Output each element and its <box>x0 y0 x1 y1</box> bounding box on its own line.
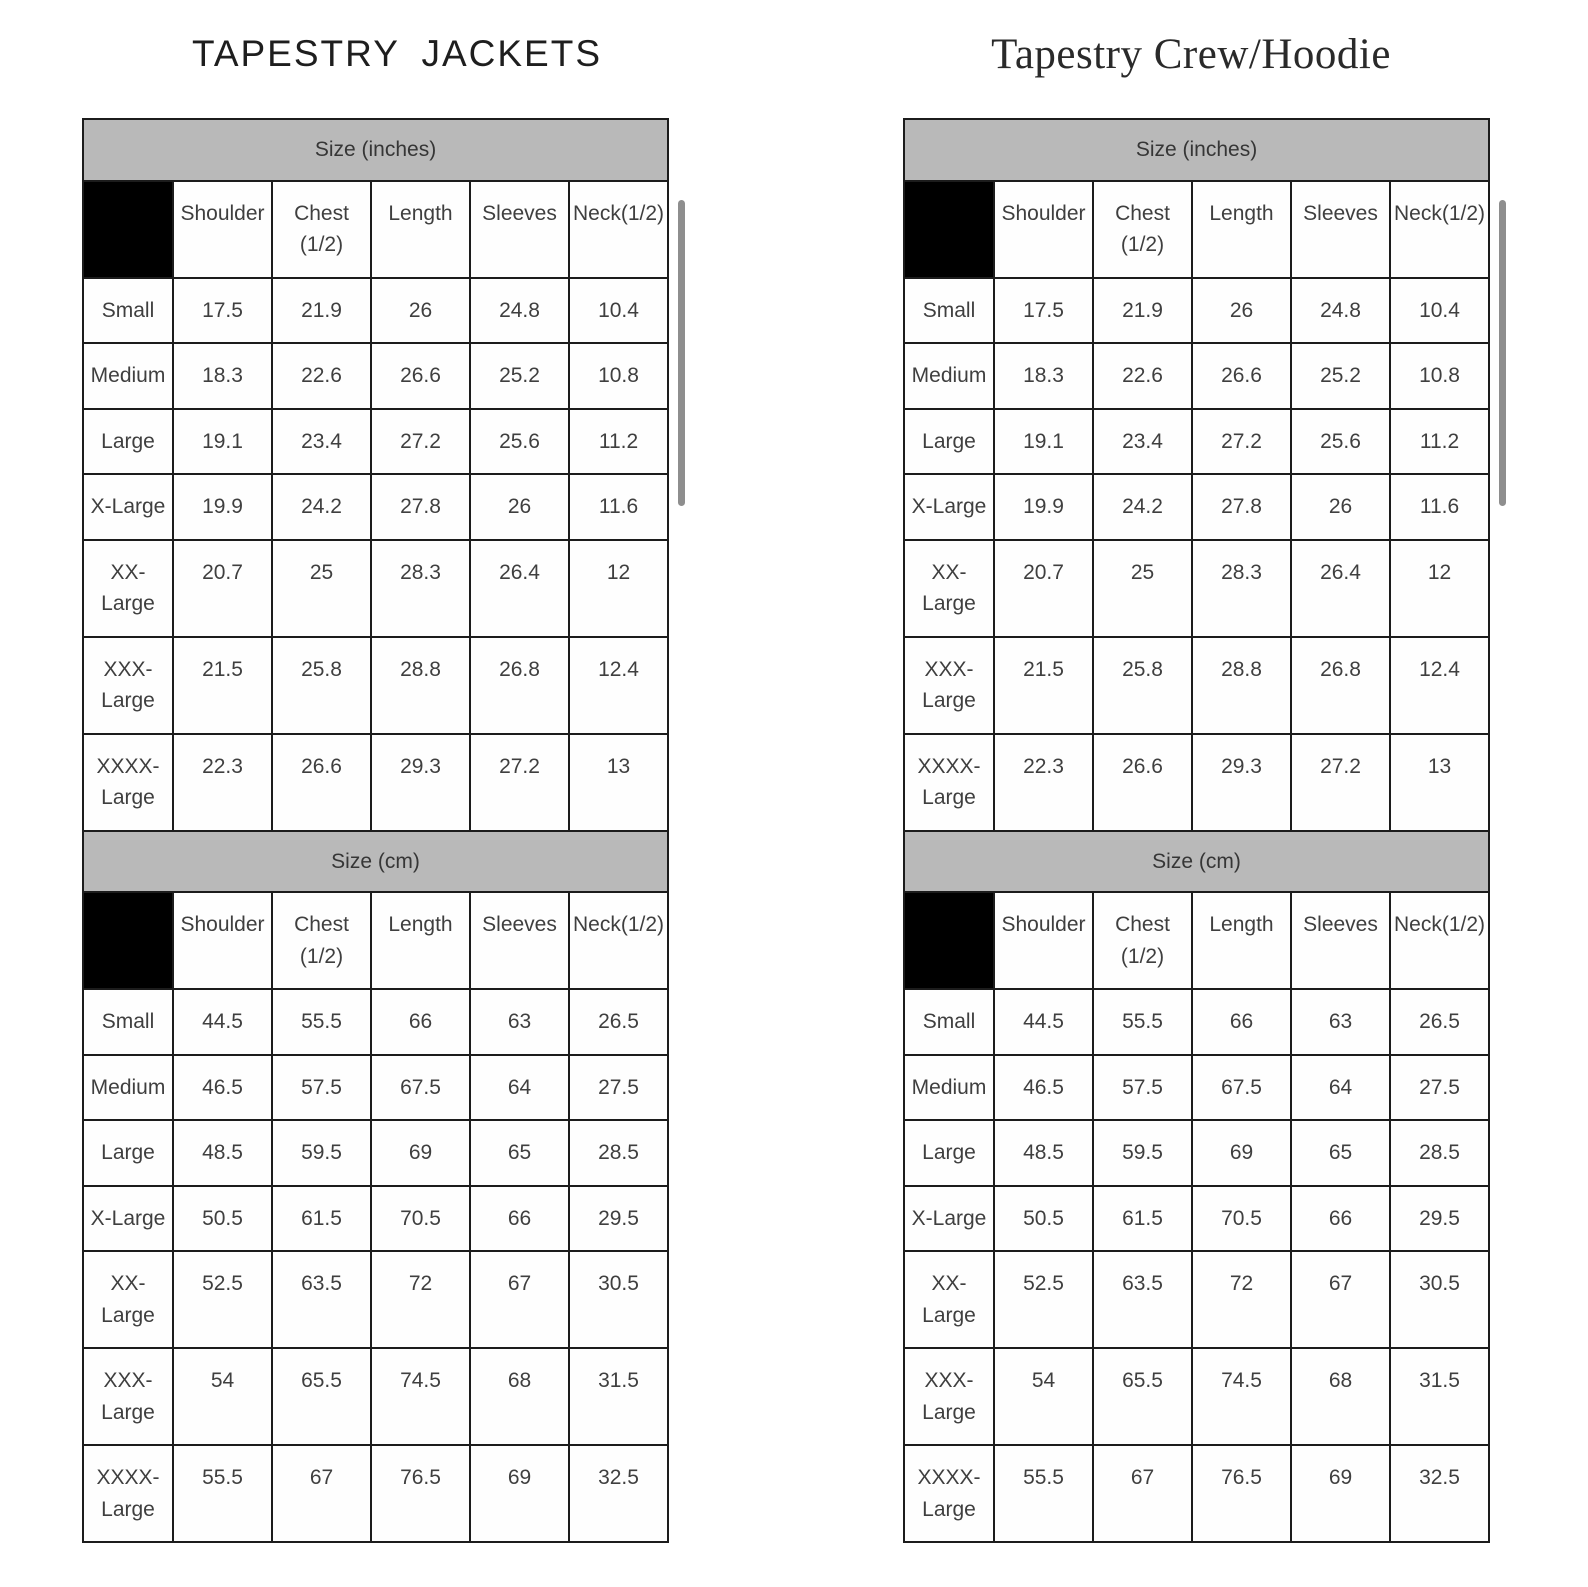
column-header-shoulder: Shoulder <box>173 181 272 278</box>
column-header-neck-1-2: Neck(1/2) <box>1390 181 1489 278</box>
column-header-shoulder: Shoulder <box>173 892 272 989</box>
cell-sleeves-xxxx-large: 27.2 <box>470 734 569 831</box>
cell-length-xx-large: 28.3 <box>1192 540 1291 637</box>
cell-shoulder-medium: 46.5 <box>994 1055 1093 1121</box>
table-row <box>904 1348 1489 1445</box>
column-header-sleeves: Sleeves <box>470 181 569 278</box>
cell-chest-1-2-xxx-large: 25.8 <box>1093 637 1192 734</box>
cell-length-large: 69 <box>371 1120 470 1186</box>
cell-sleeves-small: 24.8 <box>1291 278 1390 344</box>
cell-shoulder-large: 19.1 <box>173 409 272 475</box>
row-label: XXX-Large <box>83 1348 173 1445</box>
cell-shoulder-xxxx-large: 22.3 <box>994 734 1093 831</box>
row-label: Small <box>83 278 173 344</box>
table-row <box>83 409 668 475</box>
cell-length-xxx-large: 74.5 <box>371 1348 470 1445</box>
cell-chest-1-2-x-large: 61.5 <box>272 1186 371 1252</box>
cell-shoulder-xxxx-large: 55.5 <box>173 1445 272 1542</box>
cell-shoulder-x-large: 19.9 <box>173 474 272 540</box>
table-row <box>83 1348 668 1445</box>
cell-length-xxx-large: 28.8 <box>1192 637 1291 734</box>
cell-length-medium: 67.5 <box>1192 1055 1291 1121</box>
cell-sleeves-medium: 64 <box>1291 1055 1390 1121</box>
table-row <box>83 637 668 734</box>
cell-neck-1-2-xx-large: 30.5 <box>1390 1251 1489 1348</box>
table-row <box>904 1251 1489 1348</box>
cell-shoulder-xxx-large: 54 <box>994 1348 1093 1445</box>
cell-shoulder-medium: 18.3 <box>173 343 272 409</box>
cell-length-xx-large: 28.3 <box>371 540 470 637</box>
panel-title-zone <box>794 0 1588 118</box>
cell-neck-1-2-xxx-large: 31.5 <box>569 1348 668 1445</box>
cell-sleeves-large: 65 <box>470 1120 569 1186</box>
cell-neck-1-2-xx-large: 30.5 <box>569 1251 668 1348</box>
cell-chest-1-2-medium: 57.5 <box>272 1055 371 1121</box>
cell-length-large: 27.2 <box>1192 409 1291 475</box>
column-header-chest-1-2: Chest (1/2) <box>1093 181 1192 278</box>
cell-chest-1-2-small: 55.5 <box>1093 989 1192 1055</box>
cell-chest-1-2-xxxx-large: 67 <box>1093 1445 1192 1542</box>
cell-shoulder-xxxx-large: 22.3 <box>173 734 272 831</box>
cell-chest-1-2-x-large: 24.2 <box>272 474 371 540</box>
cell-sleeves-xx-large: 26.4 <box>470 540 569 637</box>
column-header-length: Length <box>1192 181 1291 278</box>
cell-shoulder-xxxx-large: 55.5 <box>994 1445 1093 1542</box>
table-row <box>83 343 668 409</box>
cell-sleeves-xxx-large: 68 <box>470 1348 569 1445</box>
cell-sleeves-xx-large: 67 <box>1291 1251 1390 1348</box>
cell-sleeves-xxx-large: 26.8 <box>1291 637 1390 734</box>
cell-length-xxxx-large: 29.3 <box>1192 734 1291 831</box>
cell-chest-1-2-medium: 22.6 <box>272 343 371 409</box>
cell-sleeves-x-large: 26 <box>1291 474 1390 540</box>
cell-shoulder-x-large: 50.5 <box>994 1186 1093 1252</box>
cell-length-x-large: 27.8 <box>371 474 470 540</box>
cell-sleeves-small: 63 <box>1291 989 1390 1055</box>
row-label: Large <box>904 409 994 475</box>
row-label: Medium <box>83 1055 173 1121</box>
column-header-row <box>904 892 1489 989</box>
cell-length-x-large: 70.5 <box>1192 1186 1291 1252</box>
cell-neck-1-2-x-large: 11.6 <box>569 474 668 540</box>
cell-neck-1-2-xxxx-large: 13 <box>1390 734 1489 831</box>
size-chart-table-wrap <box>82 118 667 1543</box>
cell-shoulder-small: 17.5 <box>994 278 1093 344</box>
scrollbar-thumb[interactable] <box>1499 200 1506 506</box>
cell-chest-1-2-xx-large: 63.5 <box>1093 1251 1192 1348</box>
cell-sleeves-xxxx-large: 69 <box>470 1445 569 1542</box>
cell-sleeves-xxx-large: 26.8 <box>470 637 569 734</box>
cell-shoulder-large: 48.5 <box>173 1120 272 1186</box>
column-header-sleeves: Sleeves <box>1291 892 1390 989</box>
section-heading-row <box>904 831 1489 893</box>
cell-chest-1-2-large: 59.5 <box>272 1120 371 1186</box>
cell-chest-1-2-small: 21.9 <box>1093 278 1192 344</box>
cell-sleeves-large: 25.6 <box>1291 409 1390 475</box>
cell-sleeves-x-large: 66 <box>470 1186 569 1252</box>
cell-length-xx-large: 72 <box>371 1251 470 1348</box>
cell-shoulder-xx-large: 52.5 <box>994 1251 1093 1348</box>
size-chart-table <box>82 118 669 1543</box>
panel-title: Tapestry Crew/Hoodie <box>991 30 1391 78</box>
cell-length-large: 69 <box>1192 1120 1291 1186</box>
cell-length-xx-large: 72 <box>1192 1251 1291 1348</box>
row-label: Small <box>83 989 173 1055</box>
corner-cell <box>904 892 994 989</box>
cell-length-xxx-large: 74.5 <box>1192 1348 1291 1445</box>
row-label: Medium <box>904 1055 994 1121</box>
cell-shoulder-xx-large: 20.7 <box>994 540 1093 637</box>
section-heading: Size (cm) <box>904 831 1489 893</box>
row-label: XXXX-Large <box>83 734 173 831</box>
table-row <box>904 637 1489 734</box>
size-chart-table <box>903 118 1490 1543</box>
cell-sleeves-large: 65 <box>1291 1120 1390 1186</box>
table-row <box>83 1120 668 1186</box>
table-row <box>904 1186 1489 1252</box>
table-row <box>904 474 1489 540</box>
table-row <box>904 989 1489 1055</box>
cell-neck-1-2-medium: 10.8 <box>1390 343 1489 409</box>
cell-length-small: 26 <box>1192 278 1291 344</box>
cell-neck-1-2-small: 10.4 <box>569 278 668 344</box>
cell-sleeves-x-large: 66 <box>1291 1186 1390 1252</box>
cell-chest-1-2-xxx-large: 65.5 <box>1093 1348 1192 1445</box>
cell-shoulder-x-large: 19.9 <box>994 474 1093 540</box>
table-row <box>83 1055 668 1121</box>
cell-chest-1-2-xxx-large: 65.5 <box>272 1348 371 1445</box>
cell-length-x-large: 27.8 <box>1192 474 1291 540</box>
cell-length-large: 27.2 <box>371 409 470 475</box>
cell-chest-1-2-small: 55.5 <box>272 989 371 1055</box>
column-header-row <box>904 181 1489 278</box>
row-label: Large <box>904 1120 994 1186</box>
cell-length-x-large: 70.5 <box>371 1186 470 1252</box>
table-row <box>83 540 668 637</box>
cell-shoulder-xx-large: 20.7 <box>173 540 272 637</box>
cell-chest-1-2-large: 23.4 <box>272 409 371 475</box>
cell-sleeves-small: 24.8 <box>470 278 569 344</box>
row-label: Large <box>83 409 173 475</box>
cell-chest-1-2-medium: 57.5 <box>1093 1055 1192 1121</box>
row-label: XXXX-Large <box>904 734 994 831</box>
cell-neck-1-2-medium: 27.5 <box>1390 1055 1489 1121</box>
cell-sleeves-small: 63 <box>470 989 569 1055</box>
section-heading-row <box>83 831 668 893</box>
cell-length-medium: 67.5 <box>371 1055 470 1121</box>
cell-shoulder-large: 48.5 <box>994 1120 1093 1186</box>
table-row <box>904 734 1489 831</box>
cell-neck-1-2-small: 26.5 <box>1390 989 1489 1055</box>
column-header-shoulder: Shoulder <box>994 181 1093 278</box>
cell-shoulder-xx-large: 52.5 <box>173 1251 272 1348</box>
cell-length-xxxx-large: 76.5 <box>371 1445 470 1542</box>
cell-length-xxxx-large: 29.3 <box>371 734 470 831</box>
cell-sleeves-xxx-large: 68 <box>1291 1348 1390 1445</box>
cell-neck-1-2-xxx-large: 31.5 <box>1390 1348 1489 1445</box>
cell-sleeves-medium: 25.2 <box>470 343 569 409</box>
cell-shoulder-xxx-large: 21.5 <box>173 637 272 734</box>
column-header-length: Length <box>1192 892 1291 989</box>
cell-chest-1-2-large: 59.5 <box>1093 1120 1192 1186</box>
column-header-chest-1-2: Chest (1/2) <box>1093 892 1192 989</box>
section-heading: Size (inches) <box>904 119 1489 181</box>
cell-sleeves-xx-large: 26.4 <box>1291 540 1390 637</box>
section-heading: Size (cm) <box>83 831 668 893</box>
cell-shoulder-xxx-large: 54 <box>173 1348 272 1445</box>
row-label: X-Large <box>83 474 173 540</box>
table-row <box>904 1120 1489 1186</box>
cell-length-small: 26 <box>371 278 470 344</box>
column-header-length: Length <box>371 181 470 278</box>
cell-chest-1-2-xx-large: 63.5 <box>272 1251 371 1348</box>
panel-title-zone <box>0 0 794 118</box>
cell-shoulder-large: 19.1 <box>994 409 1093 475</box>
cell-neck-1-2-large: 28.5 <box>569 1120 668 1186</box>
cell-chest-1-2-xxxx-large: 67 <box>272 1445 371 1542</box>
corner-cell <box>83 181 173 278</box>
cell-chest-1-2-small: 21.9 <box>272 278 371 344</box>
cell-sleeves-xxxx-large: 27.2 <box>1291 734 1390 831</box>
column-header-sleeves: Sleeves <box>1291 181 1390 278</box>
cell-chest-1-2-xxxx-large: 26.6 <box>272 734 371 831</box>
scrollbar-thumb[interactable] <box>678 200 685 506</box>
cell-length-xxx-large: 28.8 <box>371 637 470 734</box>
column-header-chest-1-2: Chest (1/2) <box>272 181 371 278</box>
cell-chest-1-2-xxx-large: 25.8 <box>272 637 371 734</box>
cell-shoulder-xxx-large: 21.5 <box>994 637 1093 734</box>
table-row <box>904 1445 1489 1542</box>
cell-neck-1-2-xx-large: 12 <box>569 540 668 637</box>
cell-neck-1-2-large: 28.5 <box>1390 1120 1489 1186</box>
row-label: XXX-Large <box>904 637 994 734</box>
cell-chest-1-2-large: 23.4 <box>1093 409 1192 475</box>
row-label: Medium <box>83 343 173 409</box>
section-heading-row <box>83 119 668 181</box>
column-header-shoulder: Shoulder <box>994 892 1093 989</box>
cell-neck-1-2-large: 11.2 <box>1390 409 1489 475</box>
row-label: XX-Large <box>904 1251 994 1348</box>
corner-cell <box>83 892 173 989</box>
cell-neck-1-2-xxx-large: 12.4 <box>1390 637 1489 734</box>
cell-neck-1-2-xxxx-large: 13 <box>569 734 668 831</box>
cell-chest-1-2-x-large: 61.5 <box>1093 1186 1192 1252</box>
column-header-chest-1-2: Chest (1/2) <box>272 892 371 989</box>
table-row <box>83 1251 668 1348</box>
cell-neck-1-2-x-large: 29.5 <box>569 1186 668 1252</box>
cell-neck-1-2-xxxx-large: 32.5 <box>1390 1445 1489 1542</box>
cell-chest-1-2-xx-large: 25 <box>1093 540 1192 637</box>
row-label: Large <box>83 1120 173 1186</box>
corner-cell <box>904 181 994 278</box>
cell-length-small: 66 <box>371 989 470 1055</box>
cell-sleeves-xx-large: 67 <box>470 1251 569 1348</box>
cell-neck-1-2-large: 11.2 <box>569 409 668 475</box>
cell-length-small: 66 <box>1192 989 1291 1055</box>
cell-chest-1-2-xxxx-large: 26.6 <box>1093 734 1192 831</box>
cell-neck-1-2-x-large: 29.5 <box>1390 1186 1489 1252</box>
table-row <box>83 1186 668 1252</box>
table-row <box>83 734 668 831</box>
panel-tapestry-crew-hoodie <box>794 0 1588 1587</box>
row-label: XX-Large <box>83 540 173 637</box>
cell-shoulder-medium: 46.5 <box>173 1055 272 1121</box>
row-label: Small <box>904 278 994 344</box>
panel-title: TAPESTRY JACKETS <box>191 33 603 74</box>
table-row <box>83 989 668 1055</box>
row-label: X-Large <box>83 1186 173 1252</box>
cell-sleeves-medium: 64 <box>470 1055 569 1121</box>
row-label: XXXX-Large <box>904 1445 994 1542</box>
cell-length-medium: 26.6 <box>371 343 470 409</box>
cell-sleeves-x-large: 26 <box>470 474 569 540</box>
cell-length-medium: 26.6 <box>1192 343 1291 409</box>
table-row <box>904 540 1489 637</box>
row-label: X-Large <box>904 474 994 540</box>
table-row <box>904 278 1489 344</box>
column-header-row <box>83 181 668 278</box>
cell-neck-1-2-xxxx-large: 32.5 <box>569 1445 668 1542</box>
cell-neck-1-2-xxx-large: 12.4 <box>569 637 668 734</box>
row-label: XX-Large <box>83 1251 173 1348</box>
table-row <box>83 474 668 540</box>
row-label: XXX-Large <box>904 1348 994 1445</box>
cell-sleeves-xxxx-large: 69 <box>1291 1445 1390 1542</box>
cell-neck-1-2-x-large: 11.6 <box>1390 474 1489 540</box>
cell-shoulder-small: 44.5 <box>994 989 1093 1055</box>
row-label: XXXX-Large <box>83 1445 173 1542</box>
row-label: XX-Large <box>904 540 994 637</box>
cell-length-xxxx-large: 76.5 <box>1192 1445 1291 1542</box>
size-chart-table-wrap <box>903 118 1488 1543</box>
table-row <box>83 278 668 344</box>
row-label: XXX-Large <box>83 637 173 734</box>
cell-chest-1-2-medium: 22.6 <box>1093 343 1192 409</box>
cell-shoulder-small: 17.5 <box>173 278 272 344</box>
section-heading-row <box>904 119 1489 181</box>
cell-neck-1-2-medium: 10.8 <box>569 343 668 409</box>
cell-sleeves-large: 25.6 <box>470 409 569 475</box>
column-header-neck-1-2: Neck(1/2) <box>569 892 668 989</box>
cell-chest-1-2-x-large: 24.2 <box>1093 474 1192 540</box>
table-row <box>904 409 1489 475</box>
row-label: Small <box>904 989 994 1055</box>
column-header-row <box>83 892 668 989</box>
cell-neck-1-2-small: 26.5 <box>569 989 668 1055</box>
cell-sleeves-medium: 25.2 <box>1291 343 1390 409</box>
table-row <box>904 343 1489 409</box>
column-header-length: Length <box>371 892 470 989</box>
table-row <box>904 1055 1489 1121</box>
section-heading: Size (inches) <box>83 119 668 181</box>
row-label: X-Large <box>904 1186 994 1252</box>
cell-neck-1-2-xx-large: 12 <box>1390 540 1489 637</box>
cell-shoulder-medium: 18.3 <box>994 343 1093 409</box>
cell-shoulder-small: 44.5 <box>173 989 272 1055</box>
cell-chest-1-2-xx-large: 25 <box>272 540 371 637</box>
table-row <box>83 1445 668 1542</box>
cell-shoulder-x-large: 50.5 <box>173 1186 272 1252</box>
cell-neck-1-2-medium: 27.5 <box>569 1055 668 1121</box>
row-label: Medium <box>904 343 994 409</box>
column-header-neck-1-2: Neck(1/2) <box>1390 892 1489 989</box>
cell-neck-1-2-small: 10.4 <box>1390 278 1489 344</box>
column-header-sleeves: Sleeves <box>470 892 569 989</box>
column-header-neck-1-2: Neck(1/2) <box>569 181 668 278</box>
